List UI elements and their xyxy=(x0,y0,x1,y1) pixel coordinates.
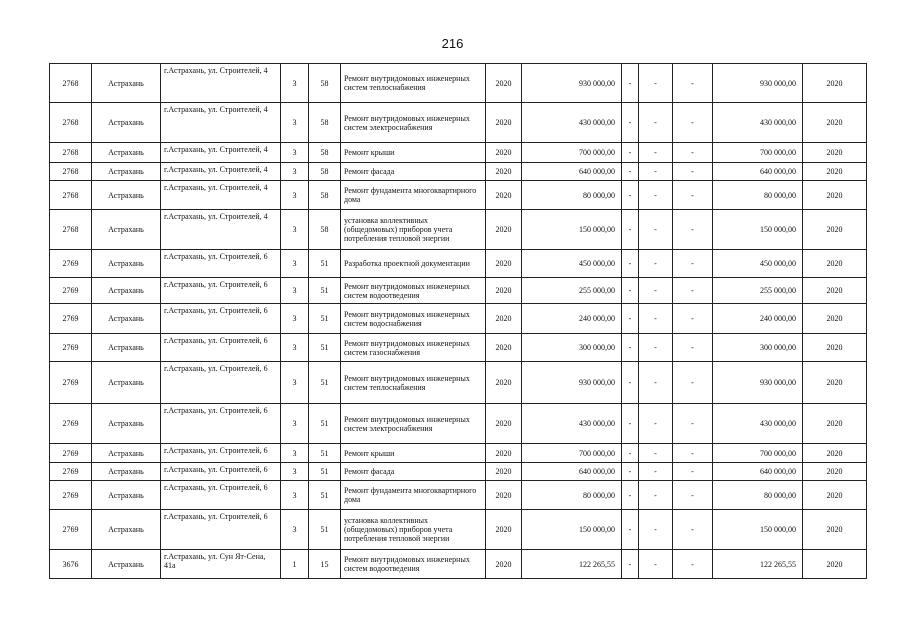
dash-cell-2: - xyxy=(639,510,673,550)
year-cell: 2020 xyxy=(486,250,522,278)
floors-cell: 1 xyxy=(281,550,309,579)
row-id: 2769 xyxy=(50,362,92,404)
work-type-cell: Ремонт фундамента многоквартирного дома xyxy=(341,181,486,210)
work-type-cell: установка коллективных (общедомовых) приборов учета потребления тепловой энергии xyxy=(341,210,486,250)
year-cell: 2020 xyxy=(486,210,522,250)
dash-cell-3: - xyxy=(673,210,713,250)
dash-cell-3: - xyxy=(673,278,713,304)
year-cell: 2020 xyxy=(486,334,522,362)
year-cell: 2020 xyxy=(486,163,522,181)
cost-cell: 80 000,00 xyxy=(522,481,622,510)
cost-cell: 640 000,00 xyxy=(522,163,622,181)
dash-cell-1: - xyxy=(622,278,639,304)
dash-cell-1: - xyxy=(622,64,639,103)
dash-cell-3: - xyxy=(673,404,713,444)
cost-cell: 150 000,00 xyxy=(522,510,622,550)
dash-cell-3: - xyxy=(673,481,713,510)
address-cell: г.Астрахань, ул. Строителей, 6 xyxy=(161,444,281,463)
dash-cell-2: - xyxy=(639,163,673,181)
city-cell: Астрахань xyxy=(92,210,161,250)
dash-cell-3: - xyxy=(673,250,713,278)
apartments-cell: 58 xyxy=(309,103,341,143)
table-row xyxy=(50,510,867,550)
apartments-cell: 15 xyxy=(309,550,341,579)
row-id: 2769 xyxy=(50,304,92,334)
apartments-cell: 51 xyxy=(309,334,341,362)
total-cell: 640 000,00 xyxy=(713,463,803,481)
work-type-cell: Ремонт внутридомовых инженерных систем водоотведения xyxy=(341,278,486,304)
total-cell: 80 000,00 xyxy=(713,481,803,510)
city-cell: Астрахань xyxy=(92,404,161,444)
city-cell: Астрахань xyxy=(92,304,161,334)
end-year-cell: 2020 xyxy=(803,334,867,362)
dash-cell-2: - xyxy=(639,103,673,143)
apartments-cell: 58 xyxy=(309,163,341,181)
address-cell: г.Астрахань, ул. Строителей, 4 xyxy=(161,163,281,181)
work-type-cell: Ремонт внутридомовых инженерных систем электроснабжения xyxy=(341,404,486,444)
address-cell: г.Астрахань, ул. Строителей, 4 xyxy=(161,103,281,143)
city-cell: Астрахань xyxy=(92,278,161,304)
city-cell: Астрахань xyxy=(92,334,161,362)
work-type-cell: Разработка проектной документации xyxy=(341,250,486,278)
end-year-cell: 2020 xyxy=(803,463,867,481)
end-year-cell: 2020 xyxy=(803,510,867,550)
dash-cell-1: - xyxy=(622,163,639,181)
apartments-cell: 58 xyxy=(309,181,341,210)
dash-cell-2: - xyxy=(639,210,673,250)
table-row xyxy=(50,550,867,579)
table-row xyxy=(50,250,867,278)
apartments-cell: 51 xyxy=(309,404,341,444)
page-number: 216 xyxy=(441,36,464,51)
address-cell: г.Астрахань, ул. Строителей, 4 xyxy=(161,64,281,103)
end-year-cell: 2020 xyxy=(803,103,867,143)
row-id: 2768 xyxy=(50,163,92,181)
address-cell: г.Астрахань, ул. Строителей, 6 xyxy=(161,481,281,510)
total-cell: 700 000,00 xyxy=(713,143,803,163)
cost-cell: 930 000,00 xyxy=(522,64,622,103)
address-cell: г.Астрахань, ул. Строителей, 6 xyxy=(161,250,281,278)
apartments-cell: 58 xyxy=(309,143,341,163)
work-type-cell: Ремонт внутридомовых инженерных систем теплоснабжения xyxy=(341,362,486,404)
dash-cell-3: - xyxy=(673,334,713,362)
row-id: 2769 xyxy=(50,444,92,463)
dash-cell-2: - xyxy=(639,304,673,334)
table-row xyxy=(50,481,867,510)
apartments-cell: 51 xyxy=(309,278,341,304)
table-row xyxy=(50,278,867,304)
dash-cell-3: - xyxy=(673,103,713,143)
floors-cell: 3 xyxy=(281,304,309,334)
dash-cell-1: - xyxy=(622,103,639,143)
total-cell: 430 000,00 xyxy=(713,103,803,143)
address-cell: г.Астрахань, ул. Строителей, 4 xyxy=(161,181,281,210)
address-cell: г.Астрахань, ул. Строителей, 6 xyxy=(161,463,281,481)
dash-cell-3: - xyxy=(673,463,713,481)
end-year-cell: 2020 xyxy=(803,163,867,181)
year-cell: 2020 xyxy=(486,278,522,304)
address-cell: г.Астрахань, ул. Строителей, 6 xyxy=(161,510,281,550)
floors-cell: 3 xyxy=(281,64,309,103)
dash-cell-2: - xyxy=(639,550,673,579)
row-id: 2768 xyxy=(50,143,92,163)
total-cell: 255 000,00 xyxy=(713,278,803,304)
table-body xyxy=(50,64,867,579)
total-cell: 930 000,00 xyxy=(713,64,803,103)
floors-cell: 3 xyxy=(281,250,309,278)
cost-cell: 700 000,00 xyxy=(522,444,622,463)
table-row xyxy=(50,103,867,143)
dash-cell-2: - xyxy=(639,404,673,444)
year-cell: 2020 xyxy=(486,444,522,463)
apartments-cell: 51 xyxy=(309,481,341,510)
city-cell: Астрахань xyxy=(92,181,161,210)
dash-cell-1: - xyxy=(622,210,639,250)
work-type-cell: Ремонт внутридомовых инженерных систем водоотведения xyxy=(341,550,486,579)
work-type-cell: установка коллективных (общедомовых) приборов учета потребления тепловой энергии xyxy=(341,510,486,550)
city-cell: Астрахань xyxy=(92,163,161,181)
total-cell: 240 000,00 xyxy=(713,304,803,334)
cost-cell: 122 265,55 xyxy=(522,550,622,579)
table-row xyxy=(50,181,867,210)
apartments-cell: 51 xyxy=(309,304,341,334)
dash-cell-1: - xyxy=(622,481,639,510)
apartments-cell: 51 xyxy=(309,362,341,404)
dash-cell-3: - xyxy=(673,163,713,181)
dash-cell-3: - xyxy=(673,444,713,463)
work-type-cell: Ремонт фундамента многоквартирного дома xyxy=(341,481,486,510)
dash-cell-2: - xyxy=(639,463,673,481)
city-cell: Астрахань xyxy=(92,463,161,481)
year-cell: 2020 xyxy=(486,362,522,404)
dash-cell-1: - xyxy=(622,334,639,362)
year-cell: 2020 xyxy=(486,143,522,163)
total-cell: 930 000,00 xyxy=(713,362,803,404)
apartments-cell: 51 xyxy=(309,510,341,550)
dash-cell-3: - xyxy=(673,143,713,163)
address-cell: г.Астрахань, ул. Строителей, 6 xyxy=(161,404,281,444)
table-row xyxy=(50,143,867,163)
dash-cell-2: - xyxy=(639,181,673,210)
row-id: 2768 xyxy=(50,210,92,250)
dash-cell-2: - xyxy=(639,362,673,404)
year-cell: 2020 xyxy=(486,64,522,103)
work-type-cell: Ремонт крыши xyxy=(341,143,486,163)
dash-cell-3: - xyxy=(673,304,713,334)
floors-cell: 3 xyxy=(281,444,309,463)
total-cell: 122 265,55 xyxy=(713,550,803,579)
total-cell: 700 000,00 xyxy=(713,444,803,463)
year-cell: 2020 xyxy=(486,181,522,210)
table-row xyxy=(50,210,867,250)
work-type-cell: Ремонт внутридомовых инженерных систем газоснабжения xyxy=(341,334,486,362)
table-row xyxy=(50,362,867,404)
apartments-cell: 51 xyxy=(309,444,341,463)
total-cell: 150 000,00 xyxy=(713,510,803,550)
dash-cell-1: - xyxy=(622,510,639,550)
address-cell: г.Астрахань, ул. Строителей, 4 xyxy=(161,210,281,250)
table-row xyxy=(50,163,867,181)
city-cell: Астрахань xyxy=(92,510,161,550)
apartments-cell: 51 xyxy=(309,463,341,481)
cost-cell: 150 000,00 xyxy=(522,210,622,250)
dash-cell-2: - xyxy=(639,278,673,304)
dash-cell-2: - xyxy=(639,334,673,362)
floors-cell: 3 xyxy=(281,481,309,510)
row-id: 2769 xyxy=(50,250,92,278)
work-type-cell: Ремонт фасада xyxy=(341,463,486,481)
dash-cell-1: - xyxy=(622,304,639,334)
row-id: 2769 xyxy=(50,481,92,510)
cost-cell: 80 000,00 xyxy=(522,181,622,210)
table-row xyxy=(50,304,867,334)
city-cell: Астрахань xyxy=(92,362,161,404)
row-id: 2769 xyxy=(50,278,92,304)
year-cell: 2020 xyxy=(486,463,522,481)
cost-cell: 640 000,00 xyxy=(522,463,622,481)
floors-cell: 3 xyxy=(281,510,309,550)
table-row xyxy=(50,64,867,103)
floors-cell: 3 xyxy=(281,362,309,404)
dash-cell-2: - xyxy=(639,143,673,163)
end-year-cell: 2020 xyxy=(803,304,867,334)
dash-cell-1: - xyxy=(622,181,639,210)
total-cell: 300 000,00 xyxy=(713,334,803,362)
address-cell: г.Астрахань, ул. Строителей, 6 xyxy=(161,278,281,304)
end-year-cell: 2020 xyxy=(803,250,867,278)
cost-cell: 430 000,00 xyxy=(522,103,622,143)
work-type-cell: Ремонт внутридомовых инженерных систем водоснабжения xyxy=(341,304,486,334)
dash-cell-3: - xyxy=(673,510,713,550)
work-type-cell: Ремонт крыши xyxy=(341,444,486,463)
dash-cell-1: - xyxy=(622,444,639,463)
dash-cell-2: - xyxy=(639,444,673,463)
city-cell: Астрахань xyxy=(92,550,161,579)
table-row xyxy=(50,404,867,444)
dash-cell-1: - xyxy=(622,404,639,444)
cost-cell: 255 000,00 xyxy=(522,278,622,304)
floors-cell: 3 xyxy=(281,143,309,163)
row-id: 2768 xyxy=(50,181,92,210)
city-cell: Астрахань xyxy=(92,64,161,103)
dash-cell-3: - xyxy=(673,550,713,579)
end-year-cell: 2020 xyxy=(803,64,867,103)
city-cell: Астрахань xyxy=(92,143,161,163)
end-year-cell: 2020 xyxy=(803,550,867,579)
row-id: 2769 xyxy=(50,334,92,362)
city-cell: Астрахань xyxy=(92,481,161,510)
dash-cell-1: - xyxy=(622,143,639,163)
dash-cell-1: - xyxy=(622,550,639,579)
year-cell: 2020 xyxy=(486,404,522,444)
city-cell: Астрахань xyxy=(92,444,161,463)
table-row xyxy=(50,334,867,362)
year-cell: 2020 xyxy=(486,481,522,510)
total-cell: 640 000,00 xyxy=(713,163,803,181)
cost-cell: 430 000,00 xyxy=(522,404,622,444)
end-year-cell: 2020 xyxy=(803,210,867,250)
cost-cell: 300 000,00 xyxy=(522,334,622,362)
total-cell: 80 000,00 xyxy=(713,181,803,210)
floors-cell: 3 xyxy=(281,103,309,143)
capital-repair-table xyxy=(49,63,867,579)
year-cell: 2020 xyxy=(486,103,522,143)
dash-cell-1: - xyxy=(622,250,639,278)
floors-cell: 3 xyxy=(281,463,309,481)
row-id: 2769 xyxy=(50,463,92,481)
dash-cell-3: - xyxy=(673,181,713,210)
table-row xyxy=(50,444,867,463)
row-id: 3676 xyxy=(50,550,92,579)
work-type-cell: Ремонт фасада xyxy=(341,163,486,181)
city-cell: Астрахань xyxy=(92,250,161,278)
year-cell: 2020 xyxy=(486,510,522,550)
address-cell: г.Астрахань, ул. Строителей, 6 xyxy=(161,304,281,334)
address-cell: г.Астрахань, ул. Сун Ят-Сена, 41а xyxy=(161,550,281,579)
address-cell: г.Астрахань, ул. Строителей, 6 xyxy=(161,334,281,362)
cost-cell: 240 000,00 xyxy=(522,304,622,334)
total-cell: 430 000,00 xyxy=(713,404,803,444)
floors-cell: 3 xyxy=(281,210,309,250)
dash-cell-1: - xyxy=(622,463,639,481)
dash-cell-2: - xyxy=(639,64,673,103)
total-cell: 450 000,00 xyxy=(713,250,803,278)
dash-cell-2: - xyxy=(639,250,673,278)
address-cell: г.Астрахань, ул. Строителей, 4 xyxy=(161,143,281,163)
floors-cell: 3 xyxy=(281,404,309,444)
row-id: 2769 xyxy=(50,404,92,444)
end-year-cell: 2020 xyxy=(803,362,867,404)
row-id: 2768 xyxy=(50,64,92,103)
end-year-cell: 2020 xyxy=(803,481,867,510)
end-year-cell: 2020 xyxy=(803,181,867,210)
row-id: 2769 xyxy=(50,510,92,550)
end-year-cell: 2020 xyxy=(803,143,867,163)
dash-cell-1: - xyxy=(622,362,639,404)
work-type-cell: Ремонт внутридомовых инженерных систем теплоснабжения xyxy=(341,64,486,103)
cost-cell: 930 000,00 xyxy=(522,362,622,404)
floors-cell: 3 xyxy=(281,163,309,181)
row-id: 2768 xyxy=(50,103,92,143)
end-year-cell: 2020 xyxy=(803,444,867,463)
floors-cell: 3 xyxy=(281,181,309,210)
address-cell: г.Астрахань, ул. Строителей, 6 xyxy=(161,362,281,404)
city-cell: Астрахань xyxy=(92,103,161,143)
floors-cell: 3 xyxy=(281,278,309,304)
cost-cell: 450 000,00 xyxy=(522,250,622,278)
end-year-cell: 2020 xyxy=(803,278,867,304)
apartments-cell: 58 xyxy=(309,64,341,103)
year-cell: 2020 xyxy=(486,304,522,334)
work-type-cell: Ремонт внутридомовых инженерных систем электроснабжения xyxy=(341,103,486,143)
dash-cell-2: - xyxy=(639,481,673,510)
dash-cell-3: - xyxy=(673,362,713,404)
table-row xyxy=(50,463,867,481)
floors-cell: 3 xyxy=(281,334,309,362)
total-cell: 150 000,00 xyxy=(713,210,803,250)
year-cell: 2020 xyxy=(486,550,522,579)
apartments-cell: 58 xyxy=(309,210,341,250)
cost-cell: 700 000,00 xyxy=(522,143,622,163)
apartments-cell: 51 xyxy=(309,250,341,278)
end-year-cell: 2020 xyxy=(803,404,867,444)
dash-cell-3: - xyxy=(673,64,713,103)
